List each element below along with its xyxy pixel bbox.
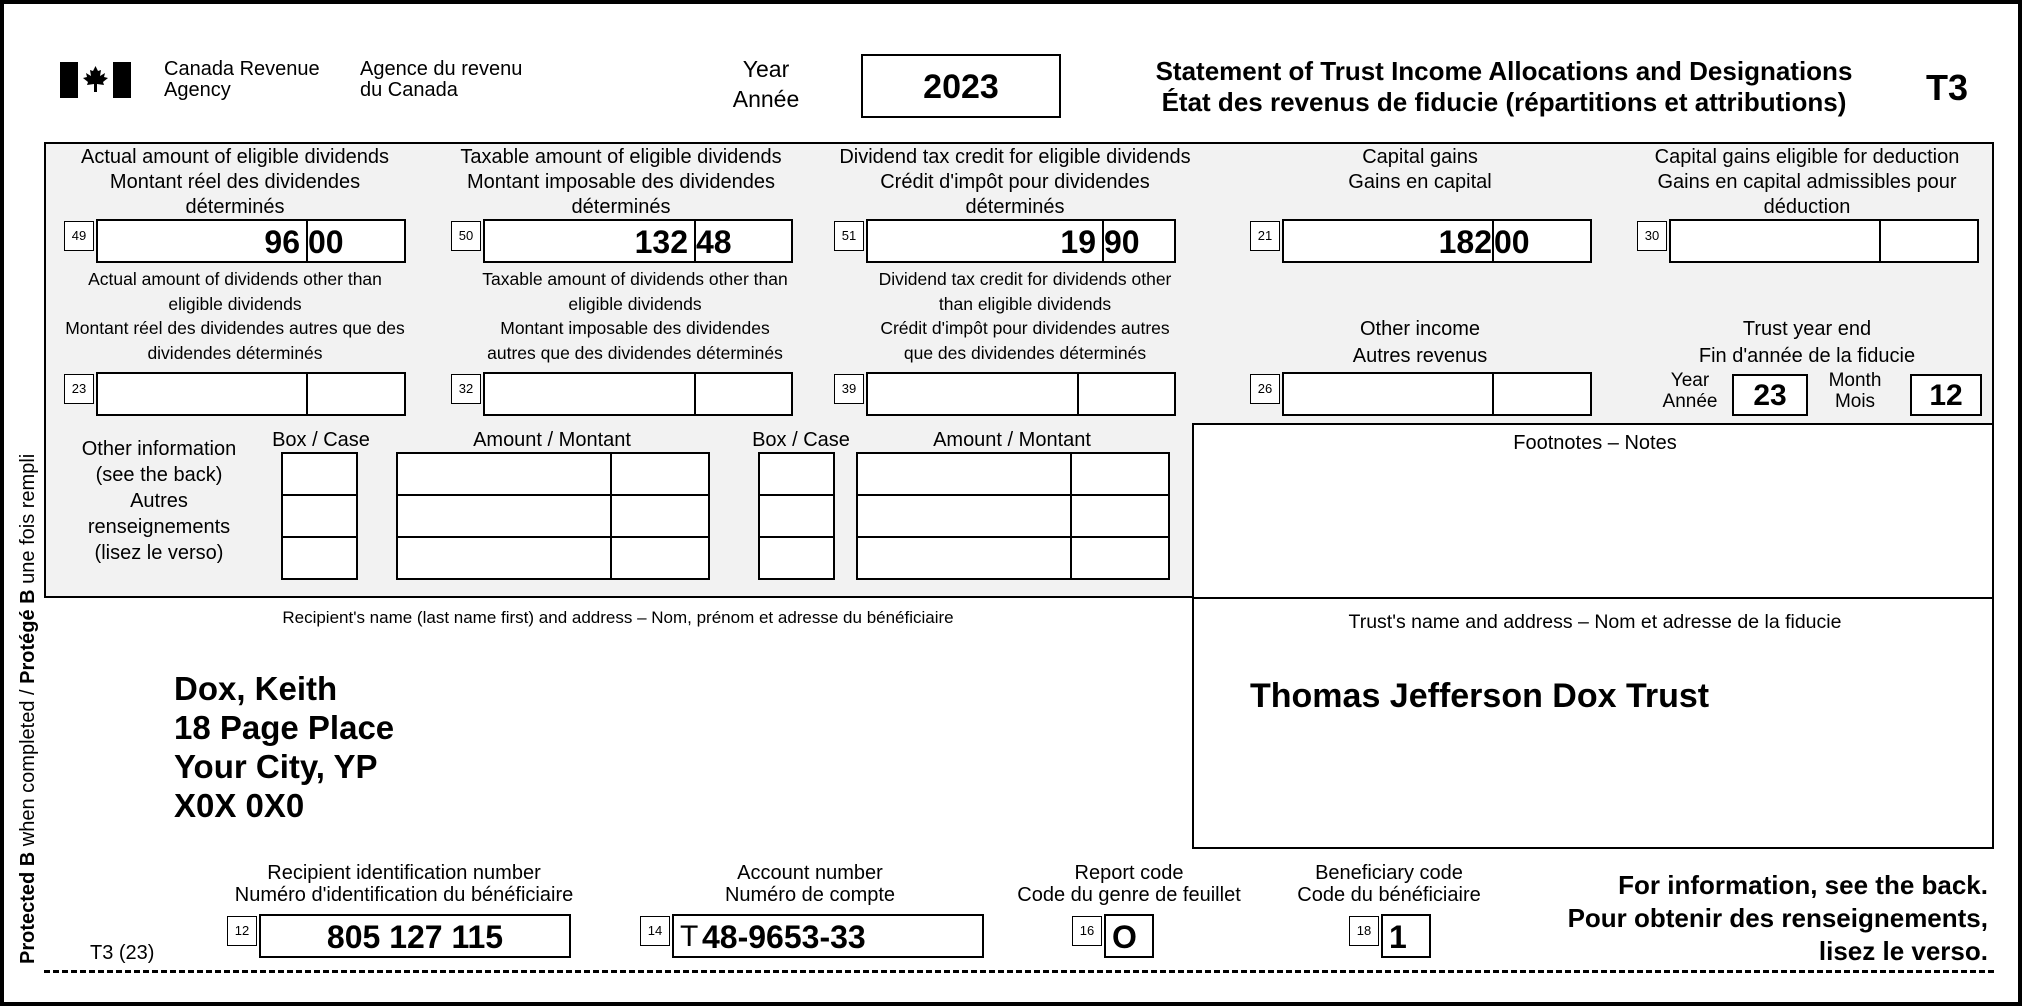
box-51-dollars: 19 [1060, 224, 1096, 260]
account-number-label: Account number Numéro de compte [724, 862, 896, 906]
trust-year-field[interactable] [1732, 374, 1808, 416]
box-26-dollars [1284, 374, 1492, 414]
amount-header-1: Amount / Montant [473, 429, 631, 451]
footnotes-box[interactable] [1192, 423, 1994, 599]
other-amount-4[interactable] [856, 452, 1170, 496]
other-amount-6[interactable] [856, 536, 1170, 580]
recipient-id-field[interactable] [259, 914, 571, 958]
form-title-en: Statement of Trust Income Allocations and Designations [1155, 56, 1853, 86]
box-49-dollars: 96 [264, 224, 300, 260]
box-30-label: Capital gains eligible for deduction Gains en capital admissibles pour déduction [1654, 146, 1960, 218]
trust-year-end-label: Trust year end Fin d'année de la fiducie [1698, 318, 1916, 367]
recipient-street: 18 Page Place [174, 709, 395, 746]
box-49-label: Actual amount of eligible dividends Montant réel des dividendes déterminés [81, 146, 389, 218]
beneficiary-code-value: 1 [1389, 919, 1407, 955]
other-box-3[interactable] [281, 536, 358, 580]
box-49-number: 49 [64, 221, 94, 251]
agency-name-en: Canada Revenue Agency [164, 58, 320, 101]
report-code-field[interactable] [1104, 914, 1154, 958]
side-text-part4: une fois rempli [17, 453, 39, 590]
account-value: 48-9653-33 [702, 919, 866, 955]
other-information-label: Other information (see the back) Autres renseignements (lisez le verso) [81, 438, 237, 564]
recipient-city: Your City, YP [174, 748, 378, 785]
trust-month-value: 12 [1929, 379, 1963, 412]
recipient-name: Dox, Keith [174, 670, 338, 707]
side-text-part2: when completed / [17, 683, 39, 852]
recipient-id-value: 805 127 115 [326, 919, 504, 955]
year-value: 2023 [923, 68, 999, 106]
beneficiary-code-label: Beneficiary code Code du bénéficiaire [1297, 862, 1481, 906]
box-21-dollars: 182 [1438, 224, 1492, 260]
trust-box [1192, 597, 1994, 849]
box-50-label: Taxable amount of eligible dividends Montant imposable des dividendes déterminés [460, 146, 782, 218]
form-version: T3 (23) [90, 942, 155, 964]
form-code: T3 [1926, 67, 1969, 108]
other-amount-1[interactable] [396, 452, 710, 496]
box-23-field[interactable] [96, 372, 406, 416]
footnotes-label: Footnotes – Notes [1513, 432, 1677, 454]
side-text-part1: Protected B [17, 851, 39, 964]
recipient-label: Recipient's name (last name first) and address – Nom, prénom et adresse du bénéficiaire [282, 608, 954, 627]
recipient-address [174, 669, 394, 825]
form-title-fr: État des revenus de fiducie (répartitions et attributions) [1161, 87, 1847, 117]
other-box-2[interactable] [281, 494, 358, 538]
other-amount-5[interactable] [856, 494, 1170, 538]
box-49-cents: 00 [308, 224, 344, 260]
box-39-number: 39 [834, 374, 864, 404]
box-21-field[interactable] [1282, 219, 1592, 263]
other-box-1[interactable] [281, 452, 358, 496]
box-case-header-2: Box / Case [752, 429, 850, 451]
box-51-number: 51 [834, 221, 864, 251]
box-26-number: 26 [1250, 374, 1280, 404]
beneficiary-code-field[interactable] [1381, 914, 1431, 958]
agency-name-fr: Agence du revenu du Canada [360, 58, 523, 101]
box-32-number: 32 [451, 374, 481, 404]
box-39-label: Dividend tax credit for dividends other than eligible dividends Crédit d'impôt pour dividendes autres que des dividendes déterminés [878, 269, 1172, 363]
account-prefix: T [680, 920, 699, 953]
trust-year-value: 23 [1753, 379, 1787, 412]
other-amount-2[interactable] [396, 494, 710, 538]
amount-header-2: Amount / Montant [933, 429, 1091, 451]
other-box-4[interactable] [758, 452, 835, 496]
box-26-field[interactable] [1282, 372, 1592, 416]
box-50-dollars: 132 [634, 224, 688, 260]
year-label: Year Année [732, 56, 800, 112]
box-16-number: 16 [1072, 916, 1102, 946]
box-51-label: Dividend tax credit for eligible dividends Crédit d'impôt pour dividendes déterminés [839, 146, 1191, 218]
box-51-cents: 90 [1104, 224, 1140, 260]
trust-month-field[interactable] [1910, 374, 1982, 416]
other-box-5[interactable] [758, 494, 835, 538]
recipient-id-label: Recipient identification number Numéro d'identification du bénéficiaire [234, 862, 574, 906]
box-23-number: 23 [64, 374, 94, 404]
trust-name: Thomas Jefferson Dox Trust [1250, 677, 1710, 715]
box-case-header-1: Box / Case [272, 429, 370, 451]
box-32-label: Taxable amount of dividends other than eligible dividends Montant imposable des dividendes autres que des dividendes déterminés [482, 269, 788, 363]
box-50-cents: 48 [696, 224, 732, 260]
cut-line [44, 970, 1994, 973]
report-code-label: Report code Code du genre de feuillet [1017, 862, 1241, 906]
side-text-part3: Protégé B [17, 589, 39, 684]
box-39-field[interactable] [866, 372, 1176, 416]
box-21-cents: 00 [1494, 224, 1530, 260]
account-number-field[interactable] [672, 914, 984, 958]
box-12-number: 12 [227, 916, 257, 946]
box-39-dollars [868, 374, 1077, 414]
box-21-label: Capital gains Gains en capital [1348, 146, 1492, 193]
trust-month-label: Month Mois [1828, 370, 1882, 412]
box-23-label: Actual amount of dividends other than eligible dividends Montant réel des dividendes autres que des dividendes déterminés [65, 269, 405, 363]
form-title [1104, 56, 1904, 118]
canada-flag-icon [60, 62, 131, 98]
box-23-dollars [98, 374, 306, 414]
box-21-number: 21 [1250, 221, 1280, 251]
info-see-back: For information, see the back. Pour obtenir des renseignements, lisez le verso. [1567, 870, 1988, 966]
trust-year-label: Year Année [1662, 370, 1718, 412]
box-51-field[interactable] [866, 219, 1176, 263]
box-30-number: 30 [1637, 221, 1667, 251]
box-50-field[interactable] [483, 219, 793, 263]
year-field [861, 54, 1061, 118]
box-32-field[interactable] [483, 372, 793, 416]
box-30-field[interactable] [1669, 219, 1979, 263]
box-49-field[interactable] [96, 219, 406, 263]
box-50-number: 50 [451, 221, 481, 251]
recipient-postal: X0X 0X0 [174, 787, 305, 824]
protected-b-side-text [16, 324, 40, 964]
other-box-6[interactable] [758, 536, 835, 580]
box-18-number: 18 [1349, 916, 1379, 946]
box-14-number: 14 [640, 916, 670, 946]
box-26-label: Other income Autres revenus [1352, 318, 1488, 367]
trust-label: Trust's name and address – Nom et adresse de la fiducie [1348, 611, 1842, 633]
box-30-dollars [1671, 221, 1879, 261]
report-code-value: O [1112, 919, 1137, 955]
box-32-dollars [485, 374, 694, 414]
other-amount-3[interactable] [396, 536, 710, 580]
